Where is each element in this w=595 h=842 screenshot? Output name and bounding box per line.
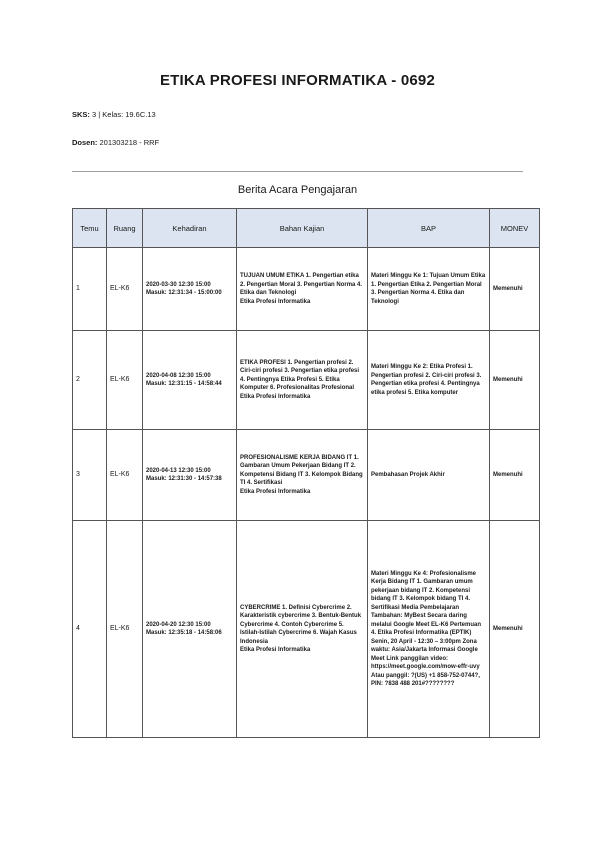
cell-bap: Materi Minggu Ke 1: Tujuan Umum Etika 1. Pengertian Etika 2. Pengertian Moral 3. Pengertian Norma 4. Etika dan Teknologi — [368, 248, 490, 331]
kehadiran-schedule: 2020-04-08 12:30 15:00 — [146, 372, 211, 379]
cell-temu: 4 — [73, 521, 107, 738]
cell-ruang: EL-K6 — [107, 521, 143, 738]
table-header-row — [73, 209, 540, 248]
table-row — [73, 430, 540, 521]
kehadiran-masuk: Masuk: 12:31:30 - 14:57:38 — [146, 476, 222, 482]
cell-bap: Pembahasan Projek Akhir — [368, 430, 490, 521]
dosen-value: 201303218 - RRF — [99, 138, 160, 147]
cell-bahan-kajian — [237, 521, 368, 738]
dosen-info — [72, 138, 159, 147]
bap-table — [72, 208, 540, 738]
kehadiran-schedule: 2020-03-30 12:30 15:00 — [146, 281, 211, 288]
kehadiran-masuk: Masuk: 12:31:34 - 15:00:00 — [146, 290, 222, 296]
bahan-course: Etika Profesi Informatika — [240, 393, 311, 400]
cell-bap: Materi Minggu Ke 2: Etika Profesi 1. Pengertian profesi 2. Ciri-ciri profesi 3. Pengertian etika profesi 4. Pentingnya etika profesi 5. Etika komputer — [368, 331, 490, 430]
cell-bahan-kajian — [237, 248, 368, 331]
cell-temu: 2 — [73, 331, 107, 430]
cell-monev: Memenuhi — [490, 430, 540, 521]
cell-kehadiran — [143, 331, 237, 430]
cell-temu: 3 — [73, 430, 107, 521]
cell-temu: 1 — [73, 248, 107, 331]
header-bahan-kajian: Bahan Kajian — [237, 209, 368, 248]
cell-ruang: EL-K6 — [107, 430, 143, 521]
bahan-topic: PROFESIONALISME KERJA BIDANG IT 1. Gambaran Umum Pekerjaan Bidang IT 2. Kompetensi Bidang IT 3. Kelompok Bidang TI 4. Sertifikasi — [240, 454, 363, 487]
cell-kehadiran — [143, 430, 237, 521]
cell-bap: Materi Minggu Ke 4: Profesionalisme Kerja Bidang IT 1. Gambaran umum pekerjaan bidang IT 2. Kompetensi bidang IT 3. Kelompok bidang TI 4. Sertifikasi Media Pembelajaran Tambahan: MyBest Secara daring melalui Google Meet EL-K6 Pertemuan 4. Etika Profesi Informatika (EPTIK) Senin, 20 April - 12:30 – 3:00pm Zona waktu: Asia/Jakarta Informasi Google Meet Link panggilan video: https://meet.google.com/mow-effr-uvy Atau panggil: ?(US) +1 858-752-0744?, PIN: ?838 488 201#???????? — [368, 521, 490, 738]
table-row — [73, 521, 540, 738]
bahan-topic: ETIKA PROFESI 1. Pengertian profesi 2. Ciri-ciri profesi 3. Pengertian etika profesi 4. Pentingnya Etika Profesi 5. Etika Komputer 6. Profesionalitas Profesional — [240, 359, 360, 392]
sks-kelas-info — [72, 110, 156, 119]
cell-monev: Memenuhi — [490, 248, 540, 331]
kehadiran-masuk: Masuk: 12:35:18 - 14:58:06 — [146, 630, 222, 636]
cell-ruang: EL-K6 — [107, 248, 143, 331]
cell-monev: Memenuhi — [490, 521, 540, 738]
cell-monev: Memenuhi — [490, 331, 540, 430]
table-row — [73, 248, 540, 331]
page-title: ETIKA PROFESI INFORMATIKA - 0692 — [159, 72, 436, 89]
cell-bahan-kajian — [237, 430, 368, 521]
sks-label: SKS: — [72, 110, 90, 119]
divider — [72, 171, 523, 172]
header-monev: MONEV — [490, 209, 540, 248]
kehadiran-masuk: Masuk: 12:31:15 - 14:58:44 — [146, 381, 222, 387]
kehadiran-schedule: 2020-04-13 12:30 15:00 — [146, 467, 211, 474]
bahan-topic: TUJUAN UMUM ETIKA 1. Pengertian etika 2. Pengertian Moral 3. Pengertian Norma 4. Etika dan Teknologi — [240, 273, 363, 296]
section-title: Berita Acara Pengajaran — [237, 184, 358, 196]
bahan-course: Etika Profesi Informatika — [240, 488, 311, 495]
table-row — [73, 331, 540, 430]
sks-value: 3 | Kelas: 19.6C.13 — [92, 110, 156, 119]
kehadiran-schedule: 2020-04-20 12:30 15:00 — [146, 621, 211, 628]
cell-kehadiran — [143, 521, 237, 738]
bahan-course: Etika Profesi Informatika — [240, 298, 311, 305]
header-temu: Temu — [73, 209, 107, 248]
bahan-topic: CYBERCRIME 1. Definisi Cybercrime 2. Karakteristik cybercrime 3. Bentuk-Bentuk Cybercrime 4. Contoh Cybercrime 5. Istilah-Istilah Cybercrime 6. Wajah Kasus Indonesia — [240, 604, 362, 645]
header-kehadiran: Kehadiran — [143, 209, 237, 248]
header-bap: BAP — [368, 209, 490, 248]
bahan-course: Etika Profesi Informatika — [240, 647, 311, 653]
dosen-label: Dosen: — [72, 138, 98, 147]
header-ruang: Ruang — [107, 209, 143, 248]
cell-bahan-kajian — [237, 331, 368, 430]
cell-kehadiran — [143, 248, 237, 331]
cell-ruang: EL-K6 — [107, 331, 143, 430]
